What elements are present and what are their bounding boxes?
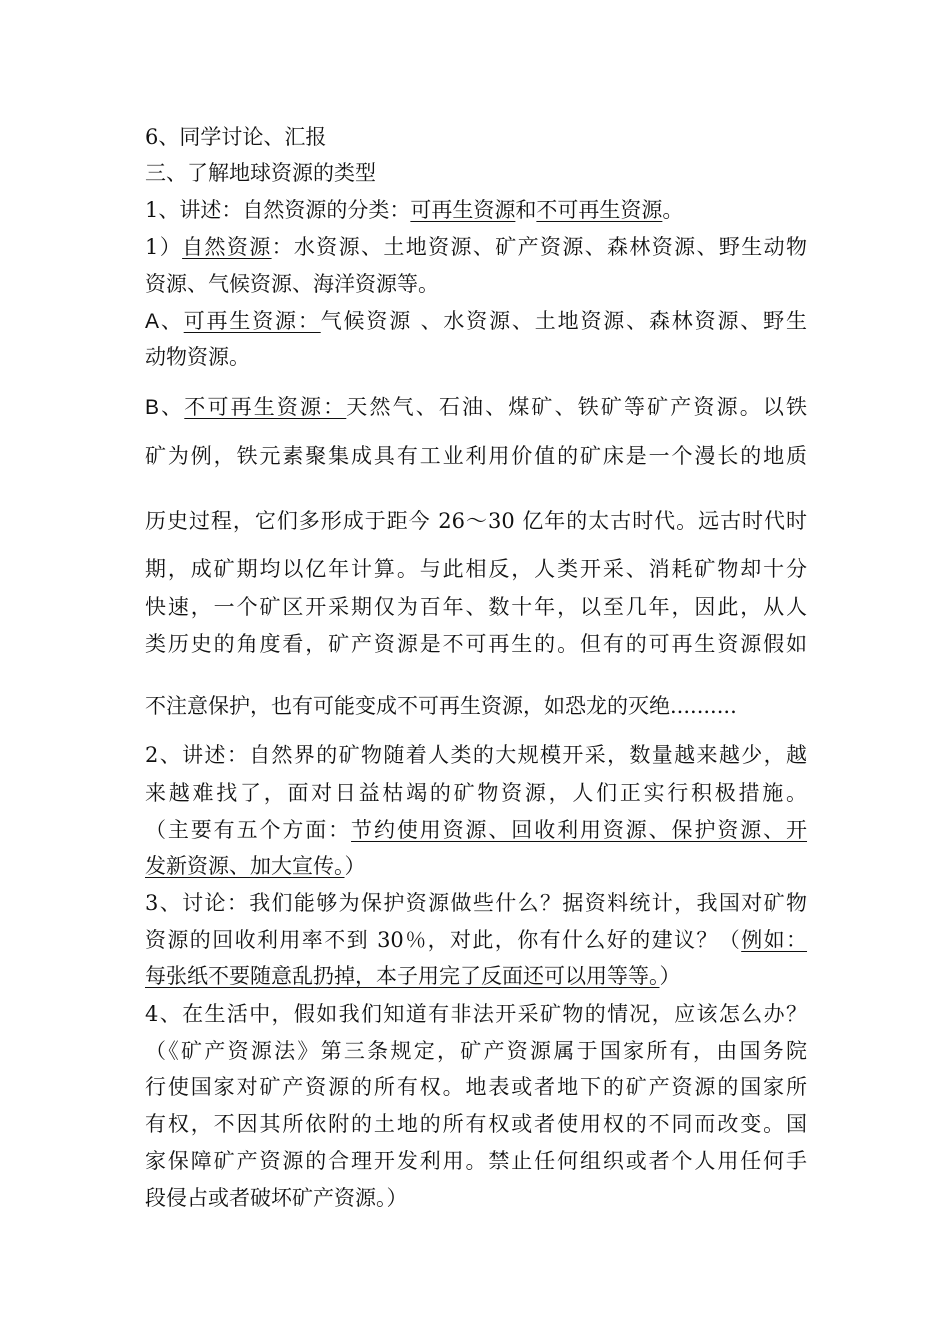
line-text: （《矿产资源法》第三条规定，矿产资源属于国家所有，由国务院 [145, 1039, 807, 1063]
line-text: 动物资源。 [145, 345, 250, 369]
line-text: 1、讲述：自然资源的分类： [145, 198, 411, 222]
line-text: 矿为例，铁元素聚集成具有工业利用价值的矿床是一个漫长的地质 [145, 444, 807, 468]
text-line [145, 555, 807, 583]
underlined-term: 不可再生资源 [536, 198, 663, 222]
text-line [145, 233, 807, 261]
text-line [145, 442, 807, 470]
text-line [145, 1073, 807, 1101]
text-line [145, 593, 807, 621]
text-line [145, 889, 807, 917]
line-text: 类历史的角度看，矿产资源是不可再生的。但有的可再生资源假如 [145, 632, 807, 656]
section-heading-text: 三、了解地球资源的类型 [145, 161, 376, 185]
line-text: 来越难找了，面对日益枯竭的矿物资源，人们正实行积极措施。 [145, 781, 807, 805]
underlined-term: 节约使用资源、回收利用资源、保护资源、开 [351, 818, 808, 842]
text-line [145, 1110, 807, 1138]
line-text: 6、同学讨论、汇报 [145, 125, 327, 149]
text-line [145, 962, 681, 990]
line-text: 段侵占或者破坏矿产资源。） [145, 1186, 408, 1210]
text-line [145, 779, 807, 807]
line-text: 。 [662, 198, 684, 222]
text-line [145, 816, 807, 844]
text-line [145, 692, 737, 720]
text-line [145, 343, 250, 371]
line-text: 期，成矿期均以亿年计算。与此相反，人类开采、消耗矿物却十分 [145, 557, 807, 581]
text-line [145, 123, 326, 151]
line-text: 2、讲述：自然界的矿物随着人类的大规模开采，数量越来越少，越 [145, 743, 807, 767]
text-line [145, 630, 807, 658]
line-text: 天然气、石油、煤矿、铁矿等矿产资源。以铁 [346, 395, 807, 419]
line-text: 资源的回收利用率不到 30％，对此，你有什么好的建议？（ [145, 928, 742, 952]
line-text: 气候资源 、水资源、土地资源、森林资源、野生 [320, 309, 807, 333]
line-text: A、 [145, 310, 184, 333]
line-text: 行使国家对矿产资源的所有权。地表或者地下的矿产资源的国家所 [145, 1075, 807, 1099]
text-line [145, 1184, 408, 1212]
line-text: B、 [145, 396, 185, 419]
text-line [145, 196, 683, 224]
line-text: ） [344, 854, 366, 878]
underlined-term: 自然资源 [182, 235, 272, 259]
line-text: 和 [515, 198, 537, 222]
underlined-term: 不可再生资源： [184, 395, 347, 419]
line-text: 1） [145, 235, 183, 259]
text-line [145, 852, 366, 880]
line-text: ：水资源、土地资源、矿产资源、森林资源、野生动物 [271, 235, 807, 259]
text-line [145, 270, 439, 298]
text-line [145, 507, 807, 535]
line-text: 历史过程，它们多形成于距今 26～30 亿年的太古时代。远古时代时 [145, 509, 807, 533]
text-line [145, 307, 807, 336]
line-text: 不注意保护，也有可能变成不可再生资源，如恐龙的灭绝.......... [145, 694, 737, 718]
text-line [145, 1147, 807, 1175]
line-text: ） [659, 964, 681, 988]
underlined-term: 每张纸不要随意乱扔掉，本子用完了反面还可以用等等。 [145, 964, 660, 988]
section-heading [145, 159, 376, 187]
text-line [145, 926, 807, 954]
text-line [145, 393, 807, 422]
line-text: 快速，一个矿区开采期仅为百年、数十年，以至几年，因此，从人 [145, 595, 807, 619]
text-line [145, 1037, 807, 1065]
line-text: 3、讨论：我们能够为保护资源做些什么？据资料统计，我国对矿物 [145, 891, 807, 915]
underlined-term: 可再生资源 [410, 198, 516, 222]
underlined-term: 例如： [741, 928, 808, 952]
line-text: 家保障矿产资源的合理开发利用。禁止任何组织或者个人用任何手 [145, 1149, 807, 1173]
underlined-term: 发新资源、加大宣传。 [145, 854, 345, 878]
text-line [145, 1000, 807, 1028]
line-text: 4、在生活中，假如我们知道有非法开采矿物的情况，应该怎么办？ [145, 1002, 807, 1026]
line-text: 资源、气候资源、海洋资源等。 [145, 272, 439, 296]
text-line [145, 741, 807, 769]
underlined-term: 可再生资源： [183, 309, 321, 333]
line-text: （主要有五个方面： [145, 818, 352, 842]
line-text: 有权，不因其所依附的土地的所有权或者使用权的不同而改变。国 [145, 1112, 807, 1136]
